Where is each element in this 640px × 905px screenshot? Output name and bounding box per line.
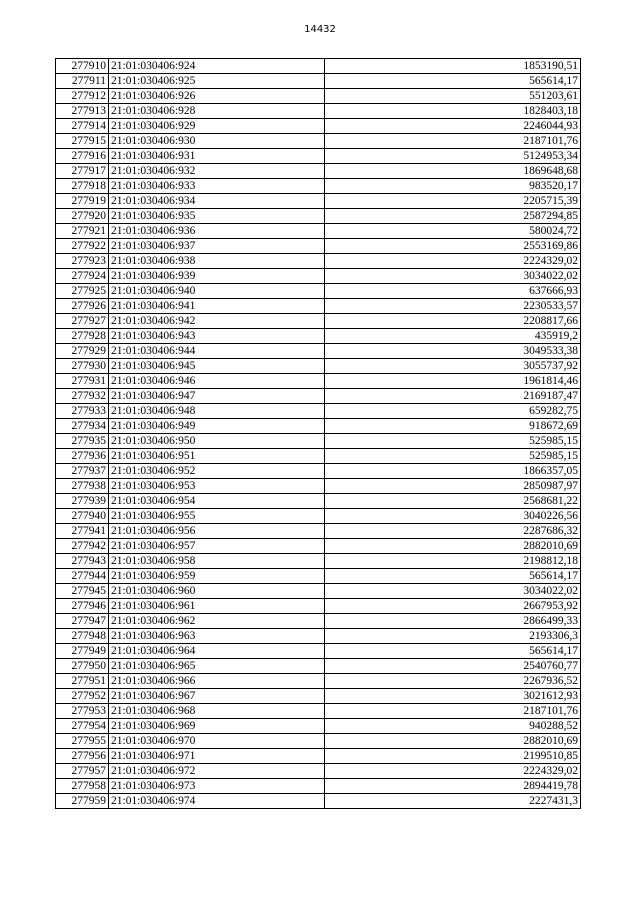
cadastral-number-cell: 21:01:030406:941 — [109, 299, 325, 314]
cadastral-number-cell: 21:01:030406:946 — [109, 374, 325, 389]
row-id-cell: 277950 — [56, 659, 109, 674]
cadastral-value-cell: 2199510,85 — [325, 749, 581, 764]
row-id-cell: 277924 — [56, 269, 109, 284]
cadastral-number-cell: 21:01:030406:970 — [109, 734, 325, 749]
cadastral-number-cell: 21:01:030406:939 — [109, 269, 325, 284]
row-id-cell: 277952 — [56, 689, 109, 704]
row-id-cell: 277939 — [56, 494, 109, 509]
cadastral-value-cell: 2227431,3 — [325, 794, 581, 809]
cadastral-number-cell: 21:01:030406:968 — [109, 704, 325, 719]
row-id-cell: 277933 — [56, 404, 109, 419]
cadastral-value-cell: 2224329,02 — [325, 764, 581, 779]
cadastral-value-cell: 525985,15 — [325, 449, 581, 464]
cadastral-number-cell: 21:01:030406:954 — [109, 494, 325, 509]
row-id-cell: 277956 — [56, 749, 109, 764]
table-row — [56, 764, 581, 779]
row-id-cell: 277923 — [56, 254, 109, 269]
row-id-cell: 277944 — [56, 569, 109, 584]
cadastral-number-cell: 21:01:030406:973 — [109, 779, 325, 794]
cadastral-value-cell: 1828403,18 — [325, 104, 581, 119]
row-id-cell: 277917 — [56, 164, 109, 179]
row-id-cell: 277958 — [56, 779, 109, 794]
table-row — [56, 179, 581, 194]
table-row — [56, 794, 581, 809]
cadastral-number-cell: 21:01:030406:931 — [109, 149, 325, 164]
table-row — [56, 704, 581, 719]
cadastral-value-cell: 2587294,85 — [325, 209, 581, 224]
row-id-cell: 277931 — [56, 374, 109, 389]
row-id-cell: 277911 — [56, 74, 109, 89]
page-number: 14432 — [304, 24, 336, 35]
table-row — [56, 284, 581, 299]
row-id-cell: 277937 — [56, 464, 109, 479]
row-id-cell: 277921 — [56, 224, 109, 239]
table-body — [56, 59, 581, 809]
cadastral-value-cell: 2230533,57 — [325, 299, 581, 314]
table-row — [56, 374, 581, 389]
cadastral-number-cell: 21:01:030406:937 — [109, 239, 325, 254]
table-row — [56, 359, 581, 374]
table-row — [56, 254, 581, 269]
cadastral-value-cell: 2850987,97 — [325, 479, 581, 494]
table-row — [56, 209, 581, 224]
cadastral-number-cell: 21:01:030406:949 — [109, 419, 325, 434]
row-id-cell: 277919 — [56, 194, 109, 209]
cadastral-number-cell: 21:01:030406:951 — [109, 449, 325, 464]
cadastral-number-cell: 21:01:030406:929 — [109, 119, 325, 134]
table-row — [56, 269, 581, 284]
row-id-cell: 277929 — [56, 344, 109, 359]
table-row — [56, 749, 581, 764]
cadastral-value-cell: 1961814,46 — [325, 374, 581, 389]
row-id-cell: 277945 — [56, 584, 109, 599]
cadastral-value-cell: 2553169,86 — [325, 239, 581, 254]
cadastral-number-cell: 21:01:030406:965 — [109, 659, 325, 674]
row-id-cell: 277949 — [56, 644, 109, 659]
cadastral-value-cell: 983520,17 — [325, 179, 581, 194]
table-row — [56, 329, 581, 344]
table-row — [56, 629, 581, 644]
cadastral-number-cell: 21:01:030406:943 — [109, 329, 325, 344]
table-row — [56, 494, 581, 509]
cadastral-value-cell: 918672,69 — [325, 419, 581, 434]
cadastral-number-cell: 21:01:030406:959 — [109, 569, 325, 584]
table-row — [56, 524, 581, 539]
cadastral-number-cell: 21:01:030406:947 — [109, 389, 325, 404]
table-row — [56, 659, 581, 674]
table-row — [56, 719, 581, 734]
cadastral-number-cell: 21:01:030406:940 — [109, 284, 325, 299]
cadastral-value-cell: 435919,2 — [325, 329, 581, 344]
cadastral-value-cell: 2568681,22 — [325, 494, 581, 509]
cadastral-value-cell: 1853190,51 — [325, 59, 581, 74]
cadastral-number-cell: 21:01:030406:950 — [109, 434, 325, 449]
cadastral-value-cell: 3034022,02 — [325, 584, 581, 599]
cadastral-number-cell: 21:01:030406:934 — [109, 194, 325, 209]
row-id-cell: 277946 — [56, 599, 109, 614]
cadastral-number-cell: 21:01:030406:952 — [109, 464, 325, 479]
row-id-cell: 277918 — [56, 179, 109, 194]
row-id-cell: 277915 — [56, 134, 109, 149]
table-row — [56, 119, 581, 134]
row-id-cell: 277938 — [56, 479, 109, 494]
row-id-cell: 277930 — [56, 359, 109, 374]
row-id-cell: 277942 — [56, 539, 109, 554]
cadastral-number-cell: 21:01:030406:933 — [109, 179, 325, 194]
cadastral-value-cell: 5124953,34 — [325, 149, 581, 164]
table-row — [56, 584, 581, 599]
row-id-cell: 277927 — [56, 314, 109, 329]
row-id-cell: 277920 — [56, 209, 109, 224]
table-row — [56, 479, 581, 494]
row-id-cell: 277934 — [56, 419, 109, 434]
cadastral-value-cell: 565614,17 — [325, 74, 581, 89]
cadastral-value-table — [55, 58, 581, 809]
row-id-cell: 277951 — [56, 674, 109, 689]
row-id-cell: 277935 — [56, 434, 109, 449]
cadastral-number-cell: 21:01:030406:972 — [109, 764, 325, 779]
row-id-cell: 277959 — [56, 794, 109, 809]
table-row — [56, 554, 581, 569]
cadastral-number-cell: 21:01:030406:969 — [109, 719, 325, 734]
row-id-cell: 277955 — [56, 734, 109, 749]
cadastral-value-cell: 2882010,69 — [325, 539, 581, 554]
row-id-cell: 277947 — [56, 614, 109, 629]
cadastral-number-cell: 21:01:030406:935 — [109, 209, 325, 224]
row-id-cell: 277926 — [56, 299, 109, 314]
cadastral-number-cell: 21:01:030406:942 — [109, 314, 325, 329]
row-id-cell: 277914 — [56, 119, 109, 134]
table-row — [56, 449, 581, 464]
cadastral-number-cell: 21:01:030406:964 — [109, 644, 325, 659]
row-id-cell: 277913 — [56, 104, 109, 119]
cadastral-number-cell: 21:01:030406:930 — [109, 134, 325, 149]
cadastral-number-cell: 21:01:030406:948 — [109, 404, 325, 419]
row-id-cell: 277922 — [56, 239, 109, 254]
cadastral-number-cell: 21:01:030406:958 — [109, 554, 325, 569]
row-id-cell: 277936 — [56, 449, 109, 464]
table-row — [56, 299, 581, 314]
cadastral-value-cell: 3021612,93 — [325, 689, 581, 704]
table-row — [56, 674, 581, 689]
row-id-cell: 277948 — [56, 629, 109, 644]
cadastral-value-cell: 659282,75 — [325, 404, 581, 419]
table-row — [56, 224, 581, 239]
cadastral-value-cell: 2267936,52 — [325, 674, 581, 689]
cadastral-value-cell: 1866357,05 — [325, 464, 581, 479]
table-row — [56, 134, 581, 149]
table-row — [56, 164, 581, 179]
cadastral-value-cell: 2667953,92 — [325, 599, 581, 614]
cadastral-value-cell: 2882010,69 — [325, 734, 581, 749]
table-row — [56, 434, 581, 449]
table-row — [56, 314, 581, 329]
row-id-cell: 277941 — [56, 524, 109, 539]
table-row — [56, 509, 581, 524]
table-row — [56, 104, 581, 119]
cadastral-value-cell: 2205715,39 — [325, 194, 581, 209]
cadastral-number-cell: 21:01:030406:974 — [109, 794, 325, 809]
cadastral-value-cell: 637666,93 — [325, 284, 581, 299]
cadastral-value-cell: 2540760,77 — [325, 659, 581, 674]
cadastral-value-cell: 551203,61 — [325, 89, 581, 104]
cadastral-value-cell: 1869648,68 — [325, 164, 581, 179]
cadastral-number-cell: 21:01:030406:967 — [109, 689, 325, 704]
table-row — [56, 614, 581, 629]
cadastral-value-cell: 2894419,78 — [325, 779, 581, 794]
row-id-cell: 277910 — [56, 59, 109, 74]
row-id-cell: 277954 — [56, 719, 109, 734]
cadastral-value-cell: 3049533,38 — [325, 344, 581, 359]
cadastral-number-cell: 21:01:030406:961 — [109, 599, 325, 614]
cadastral-number-cell: 21:01:030406:924 — [109, 59, 325, 74]
table-row — [56, 689, 581, 704]
cadastral-value-cell: 565614,17 — [325, 569, 581, 584]
cadastral-value-cell: 2287686,32 — [325, 524, 581, 539]
cadastral-number-cell: 21:01:030406:971 — [109, 749, 325, 764]
table-row — [56, 89, 581, 104]
row-id-cell: 277953 — [56, 704, 109, 719]
table-row — [56, 569, 581, 584]
cadastral-value-cell: 565614,17 — [325, 644, 581, 659]
table-row — [56, 389, 581, 404]
table-row — [56, 644, 581, 659]
cadastral-number-cell: 21:01:030406:932 — [109, 164, 325, 179]
table-row — [56, 74, 581, 89]
table-row — [56, 239, 581, 254]
cadastral-value-cell: 940288,52 — [325, 719, 581, 734]
table-row — [56, 194, 581, 209]
row-id-cell: 277912 — [56, 89, 109, 104]
cadastral-value-cell: 2187101,76 — [325, 704, 581, 719]
table-row — [56, 404, 581, 419]
table-row — [56, 59, 581, 74]
cadastral-value-cell: 2193306,3 — [325, 629, 581, 644]
cadastral-number-cell: 21:01:030406:944 — [109, 344, 325, 359]
table-row — [56, 149, 581, 164]
cadastral-number-cell: 21:01:030406:925 — [109, 74, 325, 89]
cadastral-number-cell: 21:01:030406:957 — [109, 539, 325, 554]
cadastral-number-cell: 21:01:030406:928 — [109, 104, 325, 119]
row-id-cell: 277943 — [56, 554, 109, 569]
cadastral-number-cell: 21:01:030406:938 — [109, 254, 325, 269]
cadastral-number-cell: 21:01:030406:956 — [109, 524, 325, 539]
cadastral-value-cell: 2246044,93 — [325, 119, 581, 134]
cadastral-value-cell: 2208817,66 — [325, 314, 581, 329]
cadastral-value-cell: 3034022,02 — [325, 269, 581, 284]
cadastral-number-cell: 21:01:030406:960 — [109, 584, 325, 599]
row-id-cell: 277916 — [56, 149, 109, 164]
table-row — [56, 779, 581, 794]
table-row — [56, 734, 581, 749]
cadastral-value-cell: 3040226,56 — [325, 509, 581, 524]
cadastral-number-cell: 21:01:030406:936 — [109, 224, 325, 239]
row-id-cell: 277928 — [56, 329, 109, 344]
cadastral-number-cell: 21:01:030406:966 — [109, 674, 325, 689]
table-row — [56, 599, 581, 614]
row-id-cell: 277940 — [56, 509, 109, 524]
cadastral-number-cell: 21:01:030406:953 — [109, 479, 325, 494]
cadastral-value-cell: 2198812,18 — [325, 554, 581, 569]
cadastral-value-cell: 525985,15 — [325, 434, 581, 449]
cadastral-value-cell: 2224329,02 — [325, 254, 581, 269]
table-row — [56, 539, 581, 554]
cadastral-value-cell: 2169187,47 — [325, 389, 581, 404]
row-id-cell: 277957 — [56, 764, 109, 779]
cadastral-number-cell: 21:01:030406:963 — [109, 629, 325, 644]
cadastral-number-cell: 21:01:030406:945 — [109, 359, 325, 374]
cadastral-value-cell: 580024,72 — [325, 224, 581, 239]
cadastral-value-cell: 2187101,76 — [325, 134, 581, 149]
cadastral-value-cell: 3055737,92 — [325, 359, 581, 374]
table-row — [56, 464, 581, 479]
table-row — [56, 419, 581, 434]
cadastral-value-cell: 2866499,33 — [325, 614, 581, 629]
row-id-cell: 277932 — [56, 389, 109, 404]
cadastral-number-cell: 21:01:030406:962 — [109, 614, 325, 629]
table-row — [56, 344, 581, 359]
row-id-cell: 277925 — [56, 284, 109, 299]
cadastral-number-cell: 21:01:030406:955 — [109, 509, 325, 524]
cadastral-number-cell: 21:01:030406:926 — [109, 89, 325, 104]
